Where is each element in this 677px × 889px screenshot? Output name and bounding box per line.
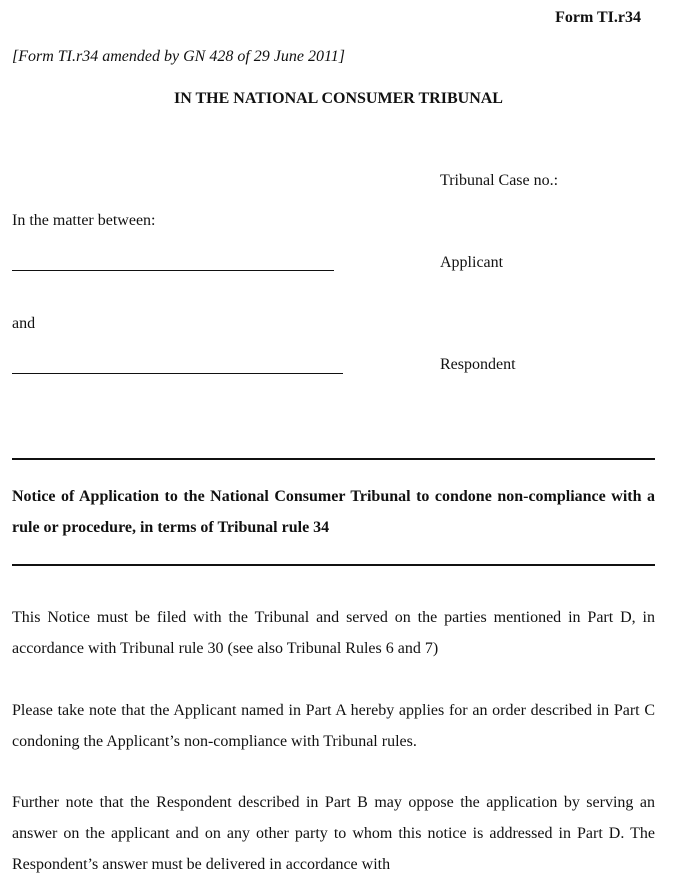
respondent-name-line[interactable]	[12, 373, 343, 374]
divider-top	[12, 458, 655, 460]
form-number: Form TI.r34	[555, 9, 641, 26]
matter-between-label: In the matter between:	[12, 212, 156, 229]
respondent-answer-paragraph: Further note that the Respondent described in Part B may oppose the application by serving an answer on the applicant and on any other party to whom this notice is addressed in Part D. The Respondent’s answer must be delivered in accordance with	[12, 794, 655, 873]
application-notice-paragraph: Please take note that the Applicant named in Part A hereby applies for an order described in Part C condoning the Applicant’s non-compliance with Tribunal rules.	[12, 702, 655, 750]
divider-bottom	[12, 564, 655, 566]
notice-title: Notice of Application to the National Consumer Tribunal to condone non-compliance with a rule or procedure, in terms of Tribunal rule 34	[12, 488, 655, 536]
and-label: and	[12, 315, 36, 332]
respondent-label: Respondent	[440, 356, 516, 373]
applicant-label: Applicant	[440, 254, 504, 271]
amendment-note: [Form TI.r34 amended by GN 428 of 29 June 2011]	[12, 48, 346, 65]
filing-instructions-paragraph: This Notice must be filed with the Tribunal and served on the parties mentioned in Part D, in accordance with Tribunal rule 30 (see also Tribunal Rules 6 and 7)	[12, 609, 655, 657]
case-number-label: Tribunal Case no.:	[440, 172, 559, 189]
applicant-name-line[interactable]	[12, 270, 334, 271]
tribunal-heading: IN THE NATIONAL CONSUMER TRIBUNAL	[174, 90, 503, 107]
